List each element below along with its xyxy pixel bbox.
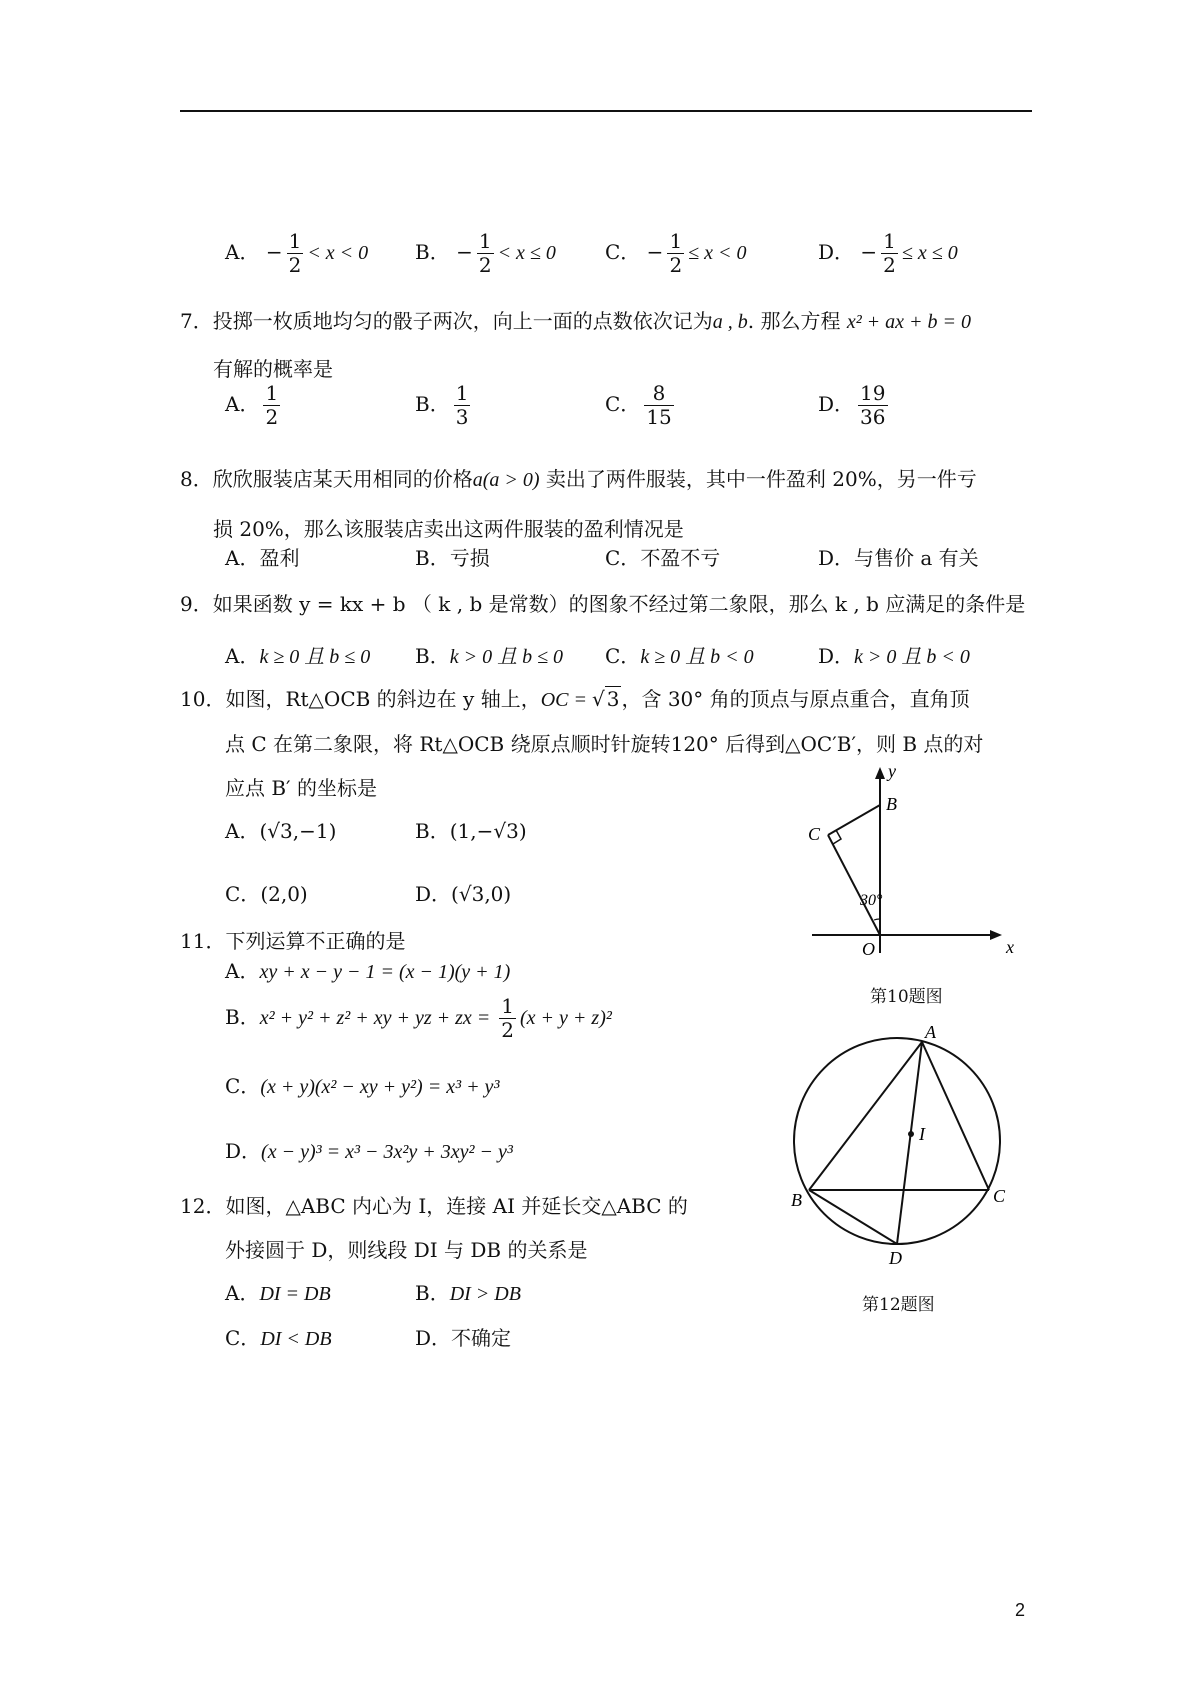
q9-option-d: D．k > 0 且 b < 0 <box>818 644 970 668</box>
q10-stem-line3: 应点 B′ 的坐标是 <box>225 776 377 800</box>
segment-co <box>828 835 880 935</box>
q7-option-a: A． $\frac{1}{2}$ <box>225 381 279 429</box>
segment-ac <box>922 1042 989 1190</box>
label-x: x <box>1006 937 1014 957</box>
q12-stem-line2: 外接圆于 D，则线段 DI 与 DB 的关系是 <box>225 1238 588 1262</box>
q11-option-b: B．x² + y² + z² + xy + yz + zx = $\frac{1}{2}$ (x + y + z)² <box>225 994 612 1042</box>
q12-option-b: B．DI > DB <box>415 1281 521 1305</box>
label-c: C <box>808 824 821 844</box>
header-rule <box>180 110 1032 112</box>
segment-bd <box>809 1190 897 1244</box>
q7-option-b: B． $\frac{1}{3}$ <box>415 381 469 429</box>
circumcircle <box>794 1038 1000 1244</box>
q10-option-b: B．(1,−√3) <box>415 819 527 843</box>
q8-option-d: D．与售价 a 有关 <box>818 546 979 570</box>
q12-stem: 12．如图，△ABC 内心为 I，连接 AI 并延长交△ABC 的 <box>180 1194 688 1218</box>
q10-stem-line2: 点 C 在第二象限，将 Rt△OCB 绕原点顺时针旋转120° 后得到△OC′B′，则 B 点的对 <box>225 732 984 756</box>
q11-option-a: A．xy + x − y − 1 = (x − 1)(y + 1) <box>225 959 511 983</box>
q11-option-c: C．(x + y)(x² − xy + y²) = x³ + y³ <box>225 1074 500 1098</box>
q12-option-c: C．DI < DB <box>225 1326 332 1350</box>
q9-option-b: B．k > 0 且 b ≤ 0 <box>415 644 564 668</box>
q7-stem: 7．投掷一枚质地均匀的骰子两次，向上一面的点数依次记为a , b. 那么方程 x² + ax + b = 0 <box>180 309 972 333</box>
label-o: O <box>862 939 875 959</box>
q10-option-d: D．(√3,0) <box>415 882 512 906</box>
page-number: 2 <box>1015 1600 1026 1620</box>
q8-option-b: B．亏损 <box>415 546 490 570</box>
q7-stem-cont: 有解的概率是 <box>213 357 333 381</box>
segment-ab <box>809 1042 922 1190</box>
q10-figure <box>800 765 1020 965</box>
x-axis-arrow <box>990 930 1002 940</box>
q11-stem: 11．下列运算不正确的是 <box>180 929 406 953</box>
q12-figure-caption: 第12题图 <box>862 1295 935 1315</box>
incenter-point <box>908 1131 914 1137</box>
q8-stem: 8．欣欣服装店某天用相同的价格a(a > 0) 卖出了两件服装，其中一件盈利 20%，另一件亏 <box>180 467 977 491</box>
q10-stem: 10．如图，Rt△OCB 的斜边在 y 轴上，OC = √ 3 ，含 30° 角的顶点与原点重合，直角顶 <box>180 687 970 711</box>
q9-option-c: C．k ≥ 0 且 b < 0 <box>605 644 754 668</box>
label-a: A <box>925 1022 936 1042</box>
y-axis-arrow <box>875 767 885 779</box>
q9-stem: 9．如果函数 y = kx + b （ k , b 是常数）的图象不经过第二象限，那么 k , b 应满足的条件是 <box>180 592 1026 616</box>
label-b: B <box>886 794 897 814</box>
q12-option-d: D．不确定 <box>415 1326 512 1350</box>
q12-option-a: A．DI = DB <box>225 1281 331 1305</box>
q8-stem-cont: 损 20%，那么该服装店卖出这两件服装的盈利情况是 <box>213 517 684 541</box>
label-i: I <box>919 1124 925 1144</box>
q12-figure <box>785 1020 1015 1270</box>
q7-option-d: D． $\frac{19}{36}$ <box>818 381 886 429</box>
q9-option-a: A．k ≥ 0 且 b ≤ 0 <box>225 644 371 668</box>
label-c: C <box>993 1186 1006 1206</box>
q10-option-c: C．(2,0) <box>225 882 308 906</box>
q6-option-b: B． − $\frac{1}{2}$ < x ≤ 0 <box>415 229 556 277</box>
q8-option-a: A．盈利 <box>225 546 300 570</box>
q10-figure-caption: 第10题图 <box>870 987 943 1007</box>
label-y: y <box>888 765 896 781</box>
q6-option-c: C． − $\frac{1}{2}$ ≤ x < 0 <box>605 229 747 277</box>
q11-option-d: D．(x − y)³ = x³ − 3x²y + 3xy² − y³ <box>225 1139 513 1163</box>
label-d: D <box>889 1248 902 1268</box>
q6-option-d: D． − $\frac{1}{2}$ ≤ x ≤ 0 <box>818 229 958 277</box>
q8-option-c: C．不盈不亏 <box>605 546 721 570</box>
label-b: B <box>791 1190 802 1210</box>
q7-option-c: C． $\frac{8}{15}$ <box>605 381 672 429</box>
q6-option-a: A． − $\frac{1}{2}$ < x < 0 <box>225 229 369 277</box>
label-angle: 30° <box>860 892 883 909</box>
q10-option-a: A．(√3,−1) <box>225 819 337 843</box>
